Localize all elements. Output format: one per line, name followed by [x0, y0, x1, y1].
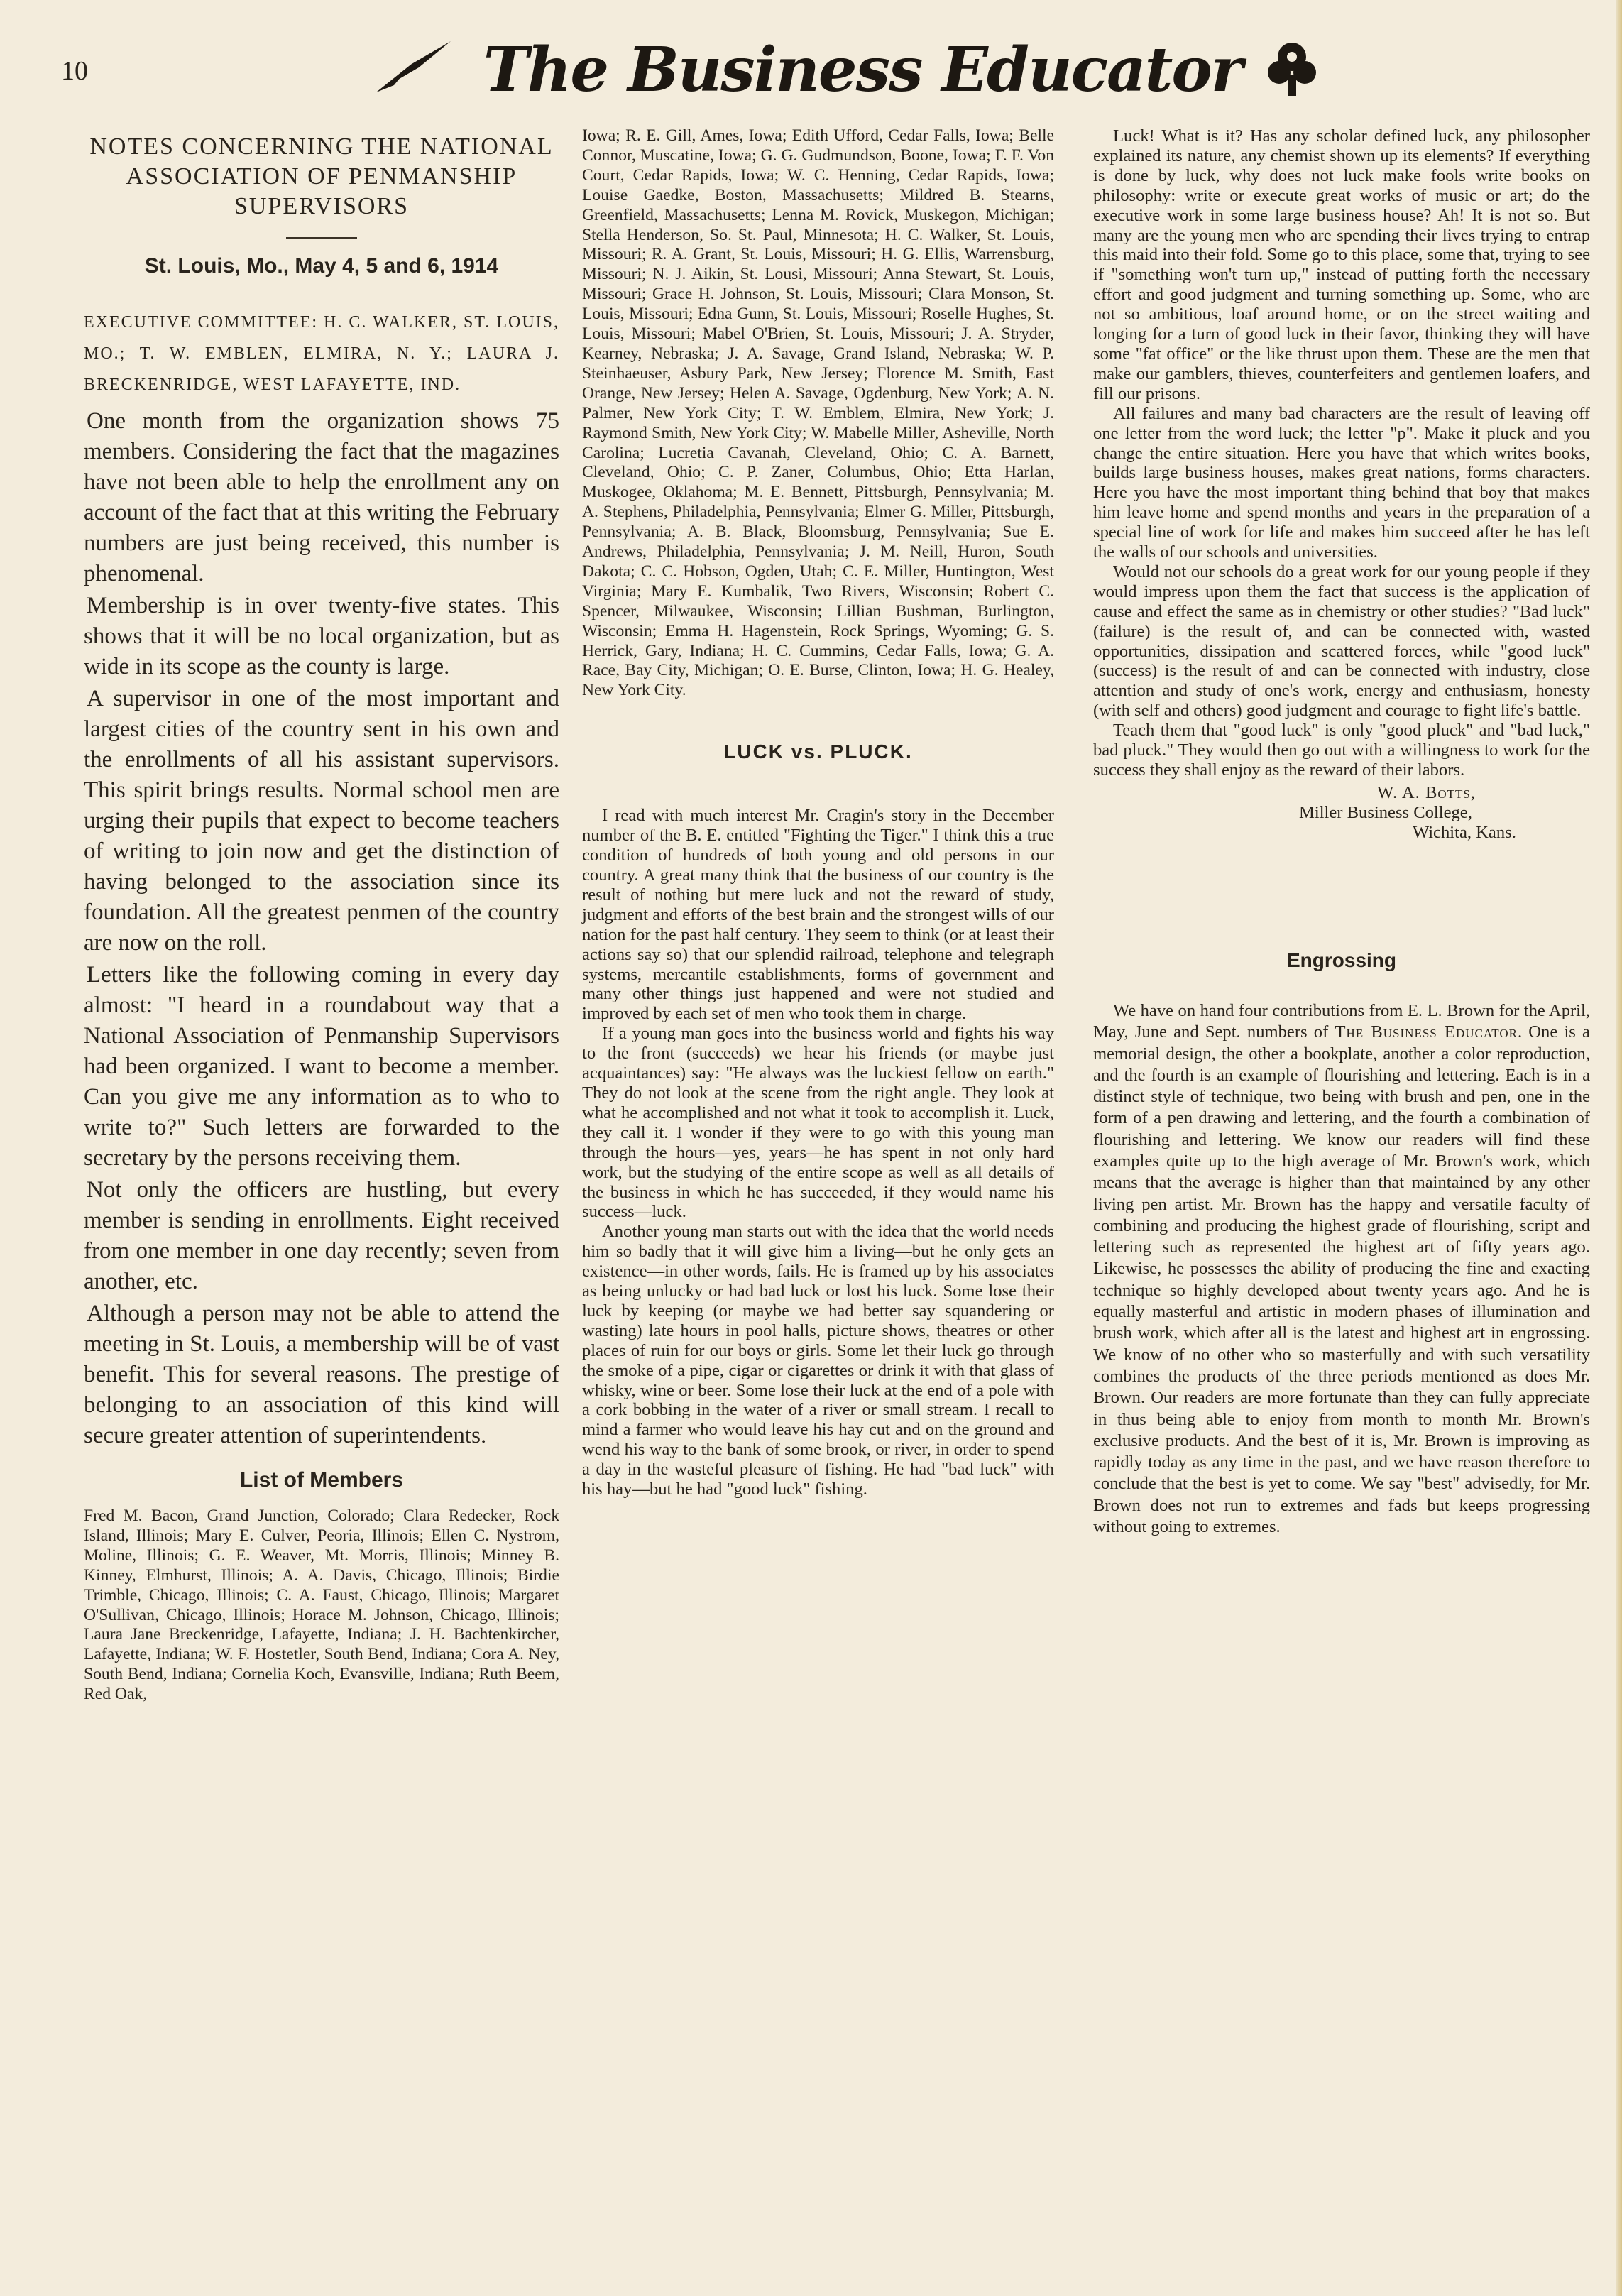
column-1 — [84, 126, 559, 1705]
emblem-icon — [1264, 35, 1320, 99]
engrossing-text-start: We have on hand four contributions from E. L. Brown for the April, May, June and Sept. numbers of — [1093, 1000, 1590, 1042]
paragraph: All failures and many bad characters are the result of leaving off one letter from the word luck; the letter "p". Make it pluck and you change the entire situation. Here you have that which writes books, builds large business houses, makes great nations, forms characters. Here you have the most important thing behind that boy that makes him leave home and spend months and years in the preparation of a special line of work for life and makes him succeed after he has left the walls of our schools and universities. — [1093, 403, 1590, 562]
engrossing-heading: Engrossing — [1286, 949, 1396, 971]
page-edge — [1616, 0, 1622, 2296]
signature-place: Wichita, Kans. — [1413, 822, 1516, 842]
magazine-name: The Business Educator — [1335, 1022, 1518, 1042]
paragraph: One month from the organization shows 75 members. Considering the fact that the magazines have not been able to help the enrollment any on account of the fact that at this writing the February numbers are just being received, this number is phenomenal. — [84, 408, 559, 586]
signature-name: W. A. Botts, — [1377, 782, 1476, 802]
paragraph: Letters like the following coming in every day almost: "I heard in a roundabout way that a National Association of Penmanship Supervisors had been organized. I want to become a member. Can you give me any information as to who to write to?" Such letters are forwarded to the secretary by the persons receiving them. — [84, 962, 559, 1171]
engrossing-paragraph — [1093, 1000, 1590, 1538]
paragraph: Not only the officers are hustling, but every member is sending in enrollments. Eight received from one member in one day recently; seven from another, etc. — [84, 1177, 559, 1294]
column-3 — [1093, 126, 1590, 1538]
paragraph: I read with much interest Mr. Cragin's story in the December number of the B. E. entitled "Fighting the Tiger." I think this a true condition of hundreds of both young and old persons in our country. A great many think that the business of our country is the result of nothing but mere luck and not the reward of study, judgment and efforts of the best brain and the strongest wills of our nation for the past half century. They seem to think (or at least their actions say so) that our splendid railroad, telephone and telegraph systems, mercantile establishments, forms of government and many other things just happened and were not studied and improved by each set of men who took them in charge. — [582, 806, 1054, 1024]
article-headline: NOTES CONCERNING THE NATIONAL ASSOCIATION OF PENMANSHIP SUPERVISORS — [89, 133, 554, 219]
page-number: 10 — [61, 56, 88, 86]
paragraph: Although a person may not be able to attend the meeting in St. Louis, a membership will be of vast benefit. This for several reasons. The prestige of belonging to an association of this kind will secure greater attention of superintendents. — [84, 1301, 559, 1448]
members-list: Fred M. Bacon, Grand Junction, Colorado; Clara Redecker, Rock Island, Illinois; Mary E. Culver, Peoria, Illinois; Ellen C. Nystrom, Moline, Illinois; G. E. Weaver, Mt. Morris, Illinois; Minney B. Kinney, Elmhurst, Illinois; A. A. Davis, Chicago, Illinois; Birdie Trimble, Chicago, Illinois; C. A. Faust, Chicago, Illinois; Margaret O'Sullivan, Chicago, Illinois; Horace M. Johnson, Chicago, Illinois; Laura Jane Breckenridge, Lafayette, Indiana; J. H. Bachtenkircher, Lafayette, Indiana; W. F. Hostetler, South Bend, Indiana; Cora A. Ney, South Bend, Indiana; Cornelia Koch, Evansville, Indiana; Ruth Beem, Red Oak, — [84, 1507, 559, 1704]
members-list-continued: Iowa; R. E. Gill, Ames, Iowa; Edith Ufford, Cedar Falls, Iowa; Belle Connor, Muscatine, Iowa; G. G. Gudmundson, Boone, Iowa; F. F. Von Court, Cedar Rapids, Iowa; W. C. Henning, Cedar Rapids, Iowa; Louise Gaedke, Boston, Massachusetts; Mildred B. Stearns, Greenfield, Massachusetts; Lenna M. Rovick, Muskegon, Michigan; Stella Henderson, So. St. Paul, Minnesota; H. C. Walker, St. Louis, Missouri; R. A. Grant, St. Louis, Missouri; H. G. Ellis, Warrensburg, Missouri; N. J. Aikin, St. Lousi, Missouri; Anna Stewart, St. Louis, Missouri; Grace H. Johnson, St. Louis, Missouri; Clara Monson, St. Louis, Missouri; Edna Gunn, St. Louis, Missouri; Roselle Hughes, St. Louis, Missouri; Mabel O'Brien, St. Louis, Missouri; J. A. Stryder, Kearney, Nebraska; J. A. Savage, Grand Island, Nebraska; W. P. Steinhaeuser, Asbury Park, New Jersey; Florence M. Smith, East Orange, New Jersey; Helen A. Savage, Ogdenburg, New York; A. N. Palmer, New York City; T. W. Emblem, Elmira, New York; J. Raymond Smith, New York City; W. Mabelle Miller, Asheville, North Carolina; Lucretia Cavanah, Cleveland, Ohio; C. A. Barnett, Cleveland, Ohio; C. P. Zaner, Columbus, Ohio; Etta Harlan, Muskogee, Oklahoma; M. E. Bennett, Pittsburgh, Pennsylvania; M. A. Stephens, Philadelphia, Pennsylvania; Elmer G. Miller, Pittsburgh, Pennsylvania; A. B. Black, Bloomsburg, Pennsylvania; Sue E. Andrews, Philadelphia, Pennsylvania; J. M. Neill, Huron, South Dakota; C. C. Hobson, Ogden, Utah; C. E. Miller, Huntington, West Virginia; Mary E. Kumbalik, Two Rivers, Wisconsin; Robert C. Spencer, Milwaukee, Wisconsin; Lillian Bushman, Burlington, Wisconsin; Emma H. Hagenstein, Rock Springs, Wyoming; G. S. Herrick, Gary, Indiana; H. C. Cummins, Cedar Falls, Iowa; G. A. Race, Bay City, Michigan; O. E. Burse, Clinton, Iowa; H. G. Healey, New York City. — [582, 126, 1054, 700]
members-heading: List of Members — [239, 1468, 404, 1492]
paragraph: If a young man goes into the business world and fights his way to the front (succeeds) we hear his friends (or maybe just acquaintances) say: "He always was the luckiest fellow on earth." They do not look at the scene from the right angle. They look at what he accomplished and not what it took to accomplish it. Luck, they call it. I wonder if they were to go with this young man through the hours—yes, years—he has spent in not only hard work, but the studying of the entire scope as well as all details of the business in which he has succeeded, if they would name his success—luck. — [582, 1024, 1054, 1222]
paragraph: A supervisor in one of the most important and largest cities of the country sent in his own and the enrollments of all his assistant supervisors. This spirit brings results. Normal school men are urging their pupils that expect to become teachers of writing to join now and get the distinction of having belonged to the association since its foundation. All the greatest penmen of the country are now on the roll. — [84, 686, 559, 956]
luck-pluck-heading: LUCK vs. PLUCK. — [723, 740, 913, 763]
column-2 — [582, 126, 1054, 1499]
quill-pen-icon — [369, 35, 454, 99]
paragraph: Membership is in over twenty-five states. This shows that it will be no local organization, but as wide in its scope as the county is large. — [84, 593, 559, 679]
paragraph: Would not our schools do a great work for our young people if they would impress upon them the fact that success is the application of cause and effect the same as in chemistry or other studies? "Bad luck" (failure) is the result of, and can be connected with, wasted opportunities, dissipation and scattered forces, while "good luck" (success) is the result of and can be connected with industry, close attention and study of one's work, energy and enthusiasm, honesty (with self and others) good judgment and courage to fight life's battle. — [1093, 562, 1590, 721]
paragraph: Another young man starts out with the idea that the world needs him so badly that it will give him a living—but he only gets an existence—in other words, fails. He is framed up by his associates as being unlucky or had bad luck or lost his luck. Some lose their luck by keeping (or maybe we had better say squandering or wasting) late hours in pool halls, picture shows, theatres or other places of ruin for our boys or girls. Some let their luck go through the smoke of a pipe, cigar or cigarettes or drink it with that glass of whisky, wine or beer. Some lose their luck at the end of a pole with a cork bobbing in the water of a river or small stream. I recall to mind a farmer who would leave his hay cut and on the ground and wend his way to the bank of some brook, or river, in order to spend a day in the wasteful pleasure of fishing. He had "bad luck" with his hay—but he had "good luck" fishing. — [582, 1222, 1054, 1499]
paragraph: Teach them that "good luck" is only "good pluck" and "bad luck," bad pluck." They would then go out with a willingness to work for the success they shall enjoy as the reward of their labors. — [1093, 721, 1590, 780]
signature-org: Miller Business College, — [1299, 802, 1472, 822]
masthead-title: The Business Educator — [483, 34, 1242, 106]
engrossing-text-rest: . One is a memorial design, the other a bookplate, another a color reproduction, and the fourth is an example of flourishing and lettering. Each is in a distinct style of technique, two being with brush and pen, one in the form of a pen drawing and lettering, and the fourth a combination of flourishing and lettering. We know our readers will find these examples quite up to the high average of Mr. Brown's work, which means that the average is higher than that maintained by any other living pen artist. Mr. Brown has the happy and versatile faculty of combining and producing the highest grade of flourishing, script and lettering such as represented the highest art of fifty years ago. Likewise, he possesses the ability of producing the fine and exacting technique so highly developed about twenty years ago. And he is equally masterful and artistic in modern phases of illumination and brush work, which after all is the latest and highest art in engrossing. We know of no other who so masterfully and with such versatility combines the products of the three periods mentioned as does Mr. Brown. Our readers are more fortunate than they can fully appreciate in thus being able to enjoy from month to month Mr. Brown's exclusive products. And the best of it is, Mr. Brown is improving as rapidly today as any time in the past, and we have reason therefore to conclude that the best is yet to come. We say "best" advisedly, for Mr. Brown does not run to extremes and fads but keeps progressing without going to extremes. — [1093, 1022, 1590, 1537]
dateline: St. Louis, Mo., May 4, 5 and 6, 1914 — [144, 254, 499, 278]
divider — [286, 237, 357, 239]
signature-block — [1093, 783, 1590, 843]
masthead — [369, 21, 1320, 114]
paragraph: Luck! What is it? Has any scholar defined luck, any philosopher explained its nature, any chemist shown up its elements? If everything is done by luck, why does not luck make fools write books on philosophy: write or execute great works of music or art; do the executive work in some large business house? Ah! It is not so. But many are the young men who are spending their lives trying to entrap this maid into their fold. Some go to this place, some that, trying to see if "something won't turn up," instead of putting forth the necessary effort and good judgment and turning something up. Some, who are not so ambitious, loaf around home, or on the street waiting and longing for a turn of good luck in their favor, thinking they will have some "fat office" or the like thrust upon them. These are the men that make our gamblers, thieves, counterfeiters and gentlemen loafers, and fill our prisons. — [1093, 126, 1590, 403]
executive-committee: EXECUTIVE COMMITTEE: H. C. WALKER, ST. LOUIS, MO.; T. W. EMBLEN, ELMIRA, N. Y.; LAURA J. BRECKENRIDGE, WEST LAFAYETTE, IND. — [84, 313, 559, 394]
